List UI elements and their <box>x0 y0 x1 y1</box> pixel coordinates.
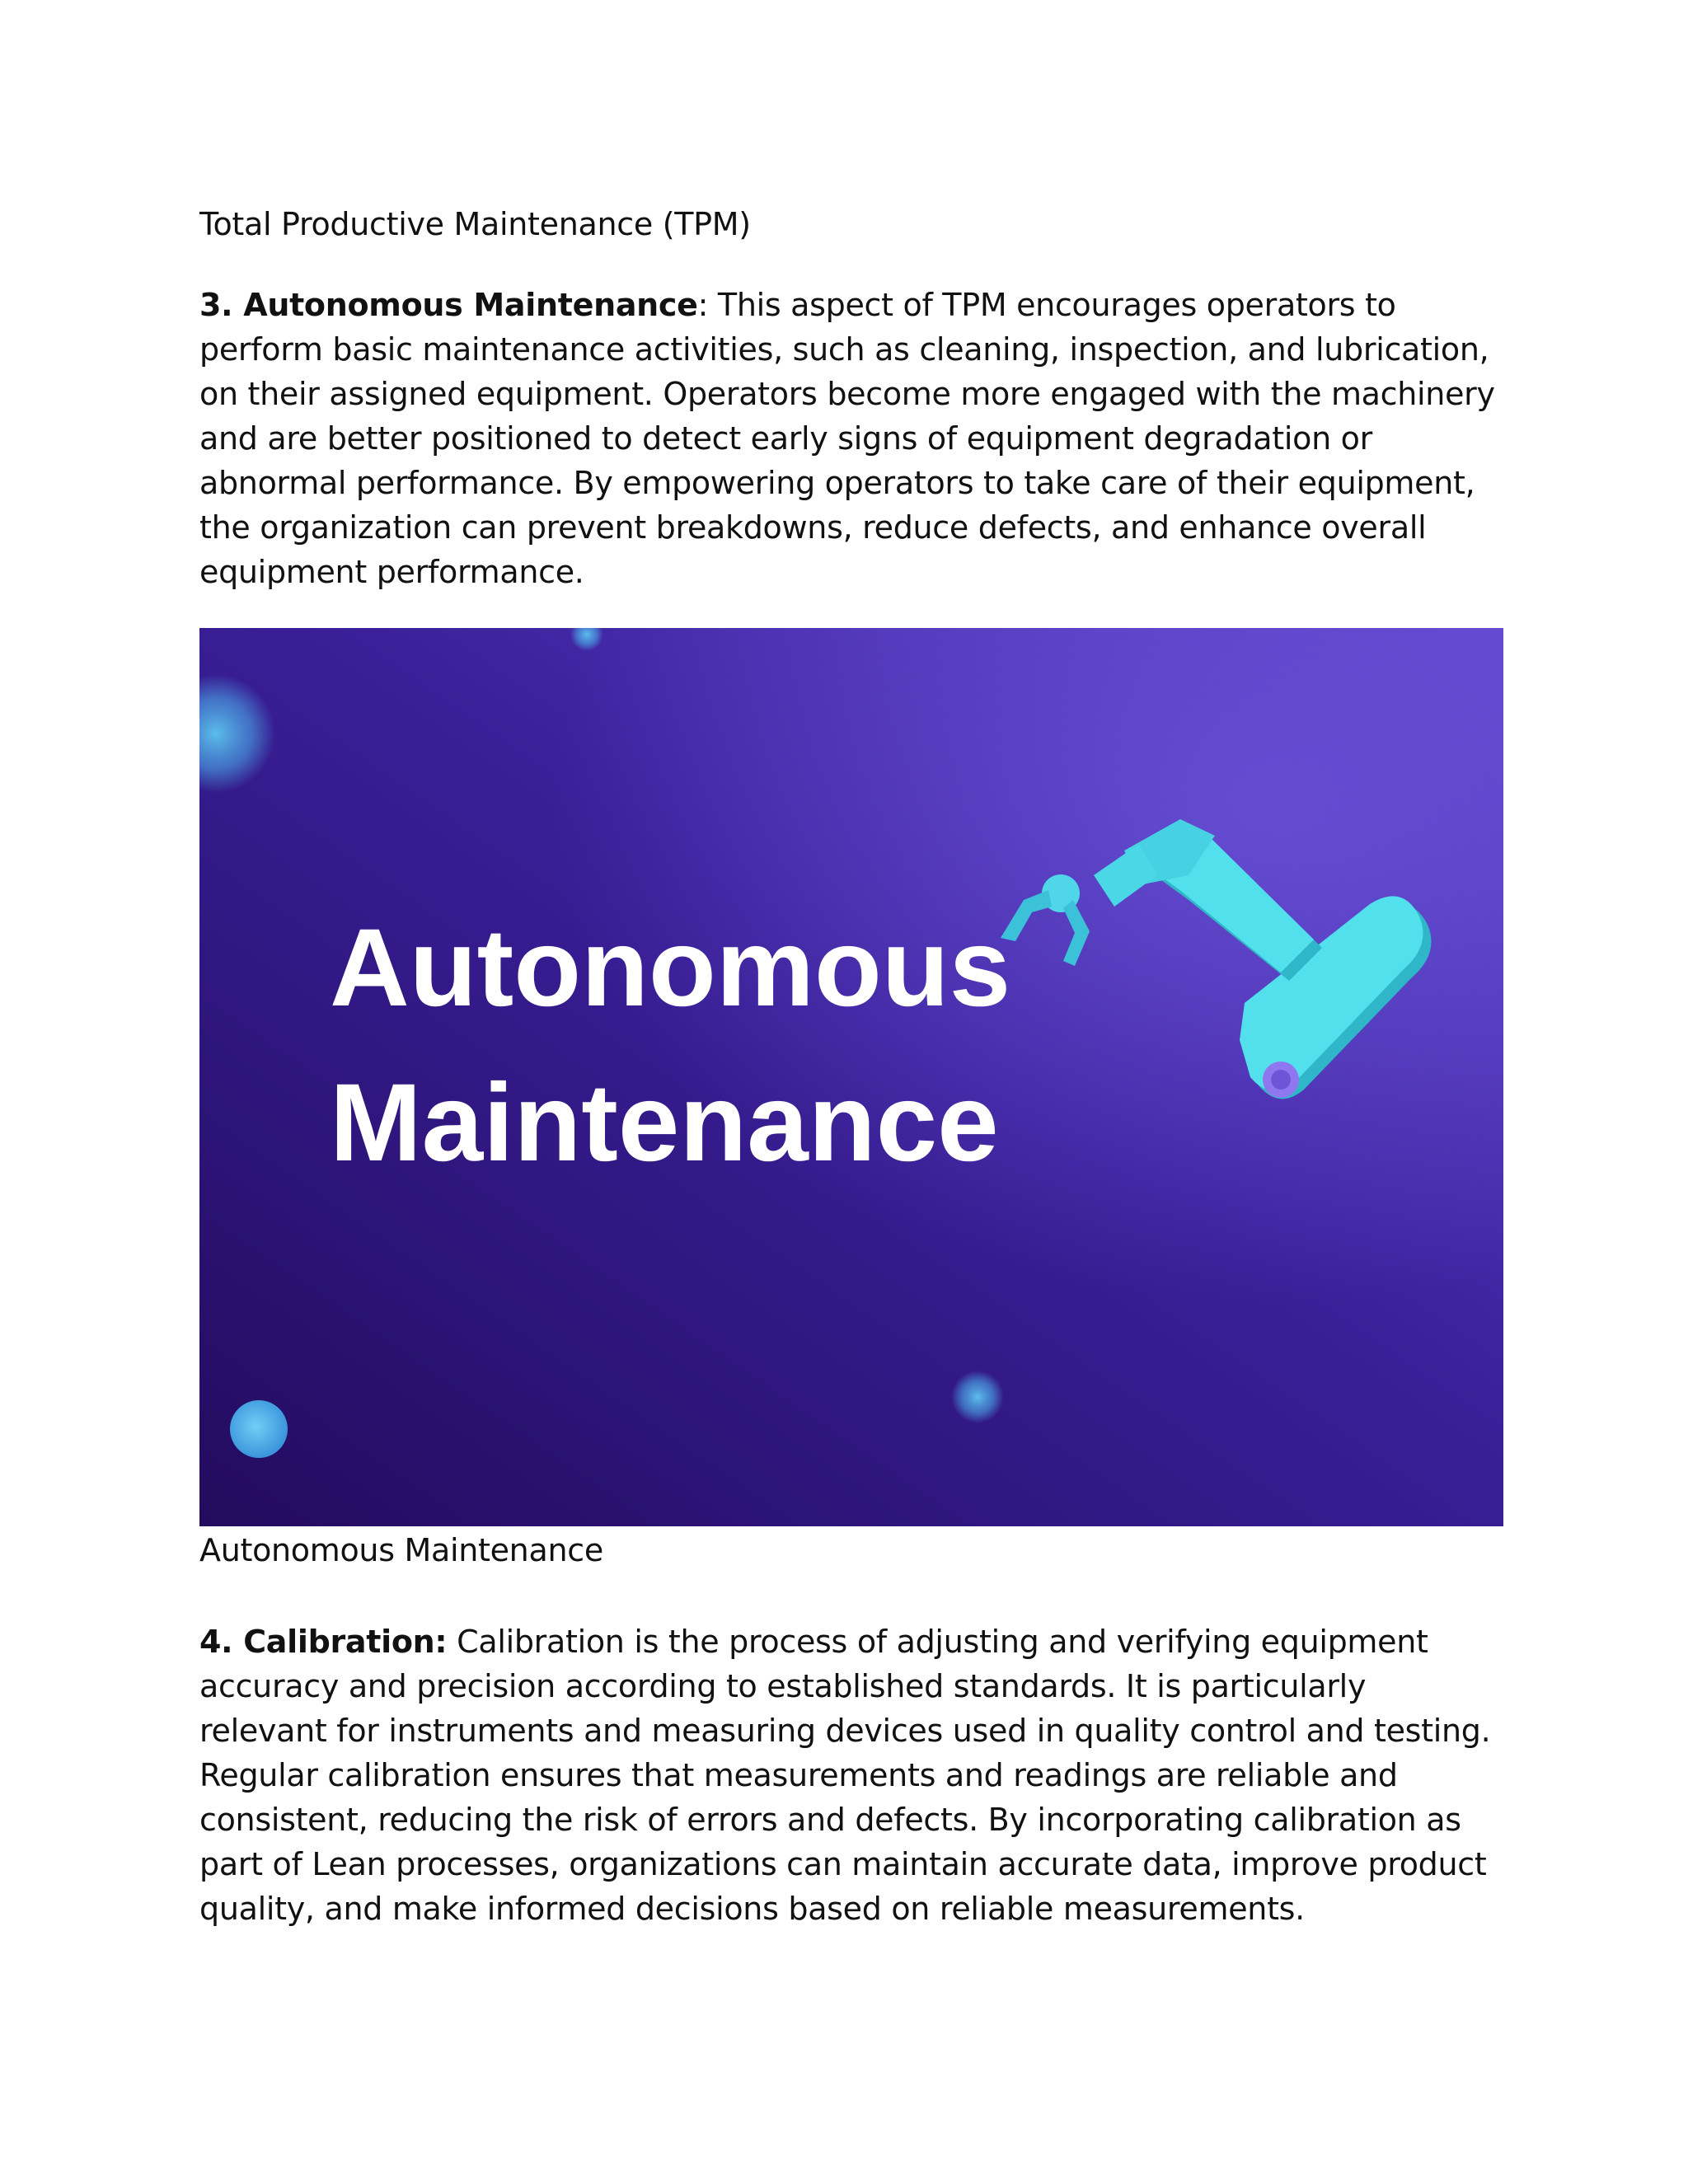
document-page <box>199 202 1502 1927</box>
autonomous-maintenance-figure <box>199 628 1503 1572</box>
bubble-decoration <box>230 1400 288 1458</box>
bubble-decoration <box>951 1371 1004 1423</box>
figure-caption: Autonomous Maintenance <box>199 1532 603 1568</box>
section-3-title: 3. Autonomous Maintenance <box>199 287 698 323</box>
image-title-line-2: Maintenance <box>330 1062 999 1184</box>
section-4-title: 4. Calibration: <box>199 1624 448 1660</box>
document-heading: Total Productive Maintenance (TPM) <box>199 206 751 242</box>
image-title-line-1: Autonomous <box>330 907 1011 1029</box>
section-3-body: : This aspect of TPM encourages operators to perform basic maintenance activities, such as cleaning, inspection, and lubrication, on their assigned equipment. Operators become more engaged with the machinery and are better positioned to detect early signs of equipment degradation or abnormal performance. By empowering operators to take care of their equipment, the organization can prevent breakdowns, reduce defects, and enhance overall equipment performance. <box>199 287 1495 590</box>
autonomous-maintenance-image <box>199 628 1503 1526</box>
section-4-body: Calibration is the process of adjusting and verifying equipment accuracy and precision according to established standards. It is particularly relevant for instruments and measuring devices used in quality control and testing. Regular calibration ensures that measurements and readings are reliable and consistent, reducing the risk of errors and defects. By incorporating calibration as part of Lean processes, organizations can maintain accurate data, improve product quality, and make informed decisions based on reliable measurements. <box>199 1624 1491 1927</box>
section-4-paragraph <box>199 1619 1502 1931</box>
section-3-paragraph <box>199 283 1502 594</box>
